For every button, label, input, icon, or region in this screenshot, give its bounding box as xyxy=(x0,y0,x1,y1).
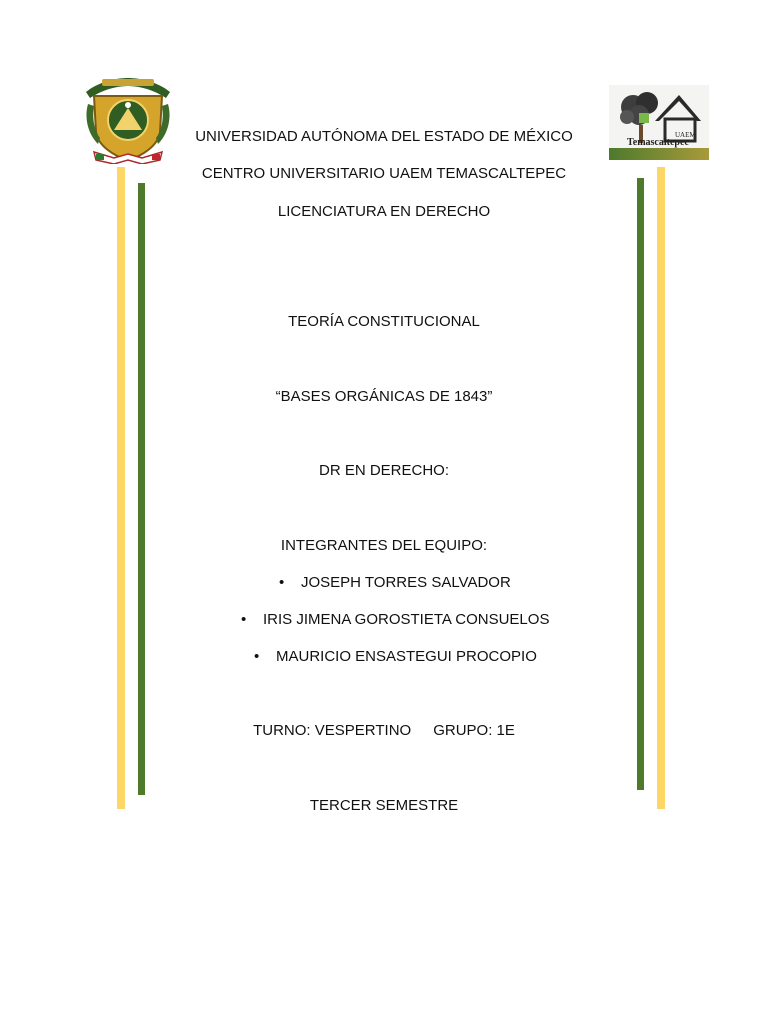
group: GRUPO: 1E xyxy=(433,722,515,739)
left-yellow-bar xyxy=(117,167,125,809)
svg-text:Temascaltepec: Temascaltepec xyxy=(627,137,689,148)
right-green-bar xyxy=(637,178,644,790)
right-yellow-bar xyxy=(657,167,665,809)
team-member-name: IRIS JIMENA GOROSTIETA CONSUELOS xyxy=(263,611,550,628)
bullet: • xyxy=(279,574,285,591)
team-heading: INTEGRANTES DEL EQUIPO: xyxy=(280,537,488,554)
semester: TERCER SEMESTRE xyxy=(309,797,459,814)
team-member xyxy=(254,648,537,666)
shift-group-line xyxy=(0,722,768,740)
program-name: LICENCIATURA EN DERECHO xyxy=(277,203,491,220)
uaem-temascaltepec-logo-icon xyxy=(609,85,709,160)
university-name: UNIVERSIDAD AUTÓNOMA DEL ESTADO DE MÉXICO xyxy=(195,128,573,145)
course-title: TEORÍA CONSTITUCIONAL xyxy=(288,313,480,330)
center-name: CENTRO UNIVERSITARIO UAEM TEMASCALTEPEC xyxy=(201,165,567,182)
uaem-coat-of-arms-icon xyxy=(80,74,176,164)
shift: TURNO: VESPERTINO xyxy=(253,722,412,739)
topic-title: “BASES ORGÁNICAS DE 1843” xyxy=(275,388,493,405)
team-member-name: JOSEPH TORRES SALVADOR xyxy=(301,574,511,591)
bullet: • xyxy=(241,611,247,628)
teacher-label: DR EN DERECHO: xyxy=(318,462,449,479)
team-member xyxy=(241,611,549,629)
left-green-bar xyxy=(138,183,145,795)
team-member-name: MAURICIO ENSASTEGUI PROCOPIO xyxy=(276,648,537,665)
team-member xyxy=(279,574,511,592)
bullet: • xyxy=(254,648,260,665)
svg-text:UAEM: UAEM xyxy=(675,131,696,139)
